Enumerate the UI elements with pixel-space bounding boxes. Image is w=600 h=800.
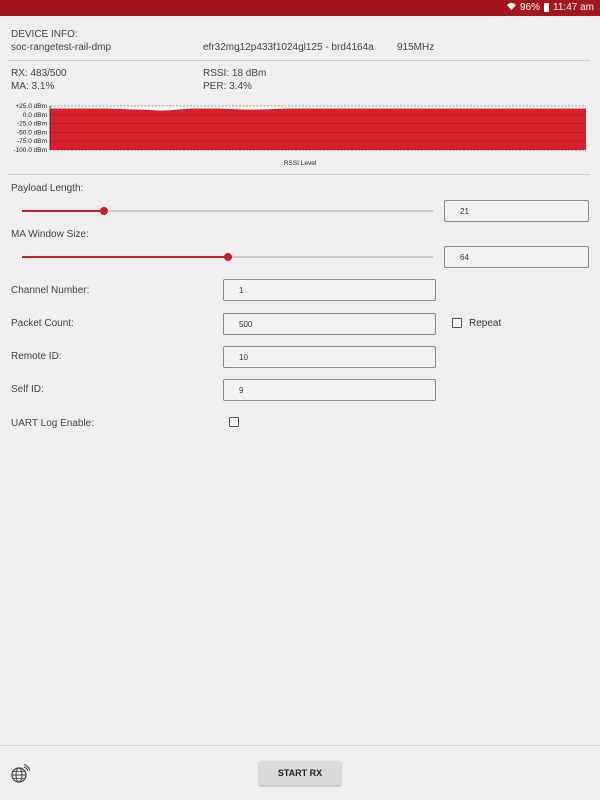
packet-count-field[interactable]: 500 (223, 313, 436, 335)
payload-length-fill (22, 210, 104, 212)
y-tick-label: -25.0 dBm (17, 120, 47, 128)
rssi-chart (0, 100, 600, 172)
y-tick-label: -100.0 dBm (13, 147, 47, 154)
chart-x-axis-label: RSSI Level (283, 160, 317, 167)
y-tick-label: +25.0 dBm (15, 103, 47, 110)
self-id-field[interactable]: 9 (223, 379, 436, 401)
device-frequency: 915MHz (397, 42, 435, 53)
remote-id-field[interactable]: 10 (223, 346, 436, 368)
payload-length-label: Payload Length: (11, 183, 84, 194)
repeat-label: Repeat (469, 318, 502, 329)
uart-log-checkbox[interactable] (229, 417, 239, 427)
ma-window-thumb[interactable] (224, 253, 232, 261)
start-rx-button[interactable]: START RX (259, 761, 341, 785)
rssi-chart-svg (0, 100, 600, 172)
wifi-icon (507, 2, 516, 13)
bottom-bar-divider (0, 745, 600, 746)
y-tick-label: -50.0 dBm (17, 129, 47, 137)
clock-time: 11:47 am (553, 2, 594, 13)
packet-count-label: Packet Count: (11, 318, 74, 329)
globe-signal-icon[interactable] (10, 764, 30, 784)
ma-window-size-label: MA Window Size: (11, 229, 89, 240)
ma-value: MA: 3.1% (11, 81, 55, 92)
self-id-label: Self ID: (11, 384, 44, 395)
per-value: PER: 3.4% (203, 81, 252, 92)
status-bar (0, 0, 600, 16)
device-info-heading: DEVICE INFO: (11, 29, 78, 40)
repeat-checkbox[interactable] (452, 318, 462, 328)
uart-log-label: UART Log Enable: (11, 418, 95, 429)
payload-length-thumb[interactable] (100, 207, 108, 215)
channel-number-label: Channel Number: (11, 285, 90, 296)
device-name: soc-rangetest-rail-dmp (11, 42, 112, 53)
ma-window-size-field[interactable]: 64 (444, 246, 589, 268)
battery-percent: 96% (520, 2, 541, 13)
payload-length-field[interactable]: 21 (444, 200, 589, 222)
y-tick-label: 0.0 dBm (22, 111, 47, 119)
divider (8, 60, 590, 61)
ma-window-fill (22, 256, 228, 258)
battery-icon (544, 3, 549, 12)
divider (8, 174, 590, 175)
device-board: efr32mg12p433f1024gl125 - brd4164a (203, 42, 374, 53)
channel-number-field[interactable]: 1 (223, 279, 436, 301)
remote-id-label: Remote ID: (11, 351, 62, 362)
rssi-value: RSSI: 18 dBm (203, 68, 267, 79)
y-tick-label: -75.0 dBm (17, 138, 47, 146)
rx-count: RX: 483/500 (11, 68, 67, 79)
